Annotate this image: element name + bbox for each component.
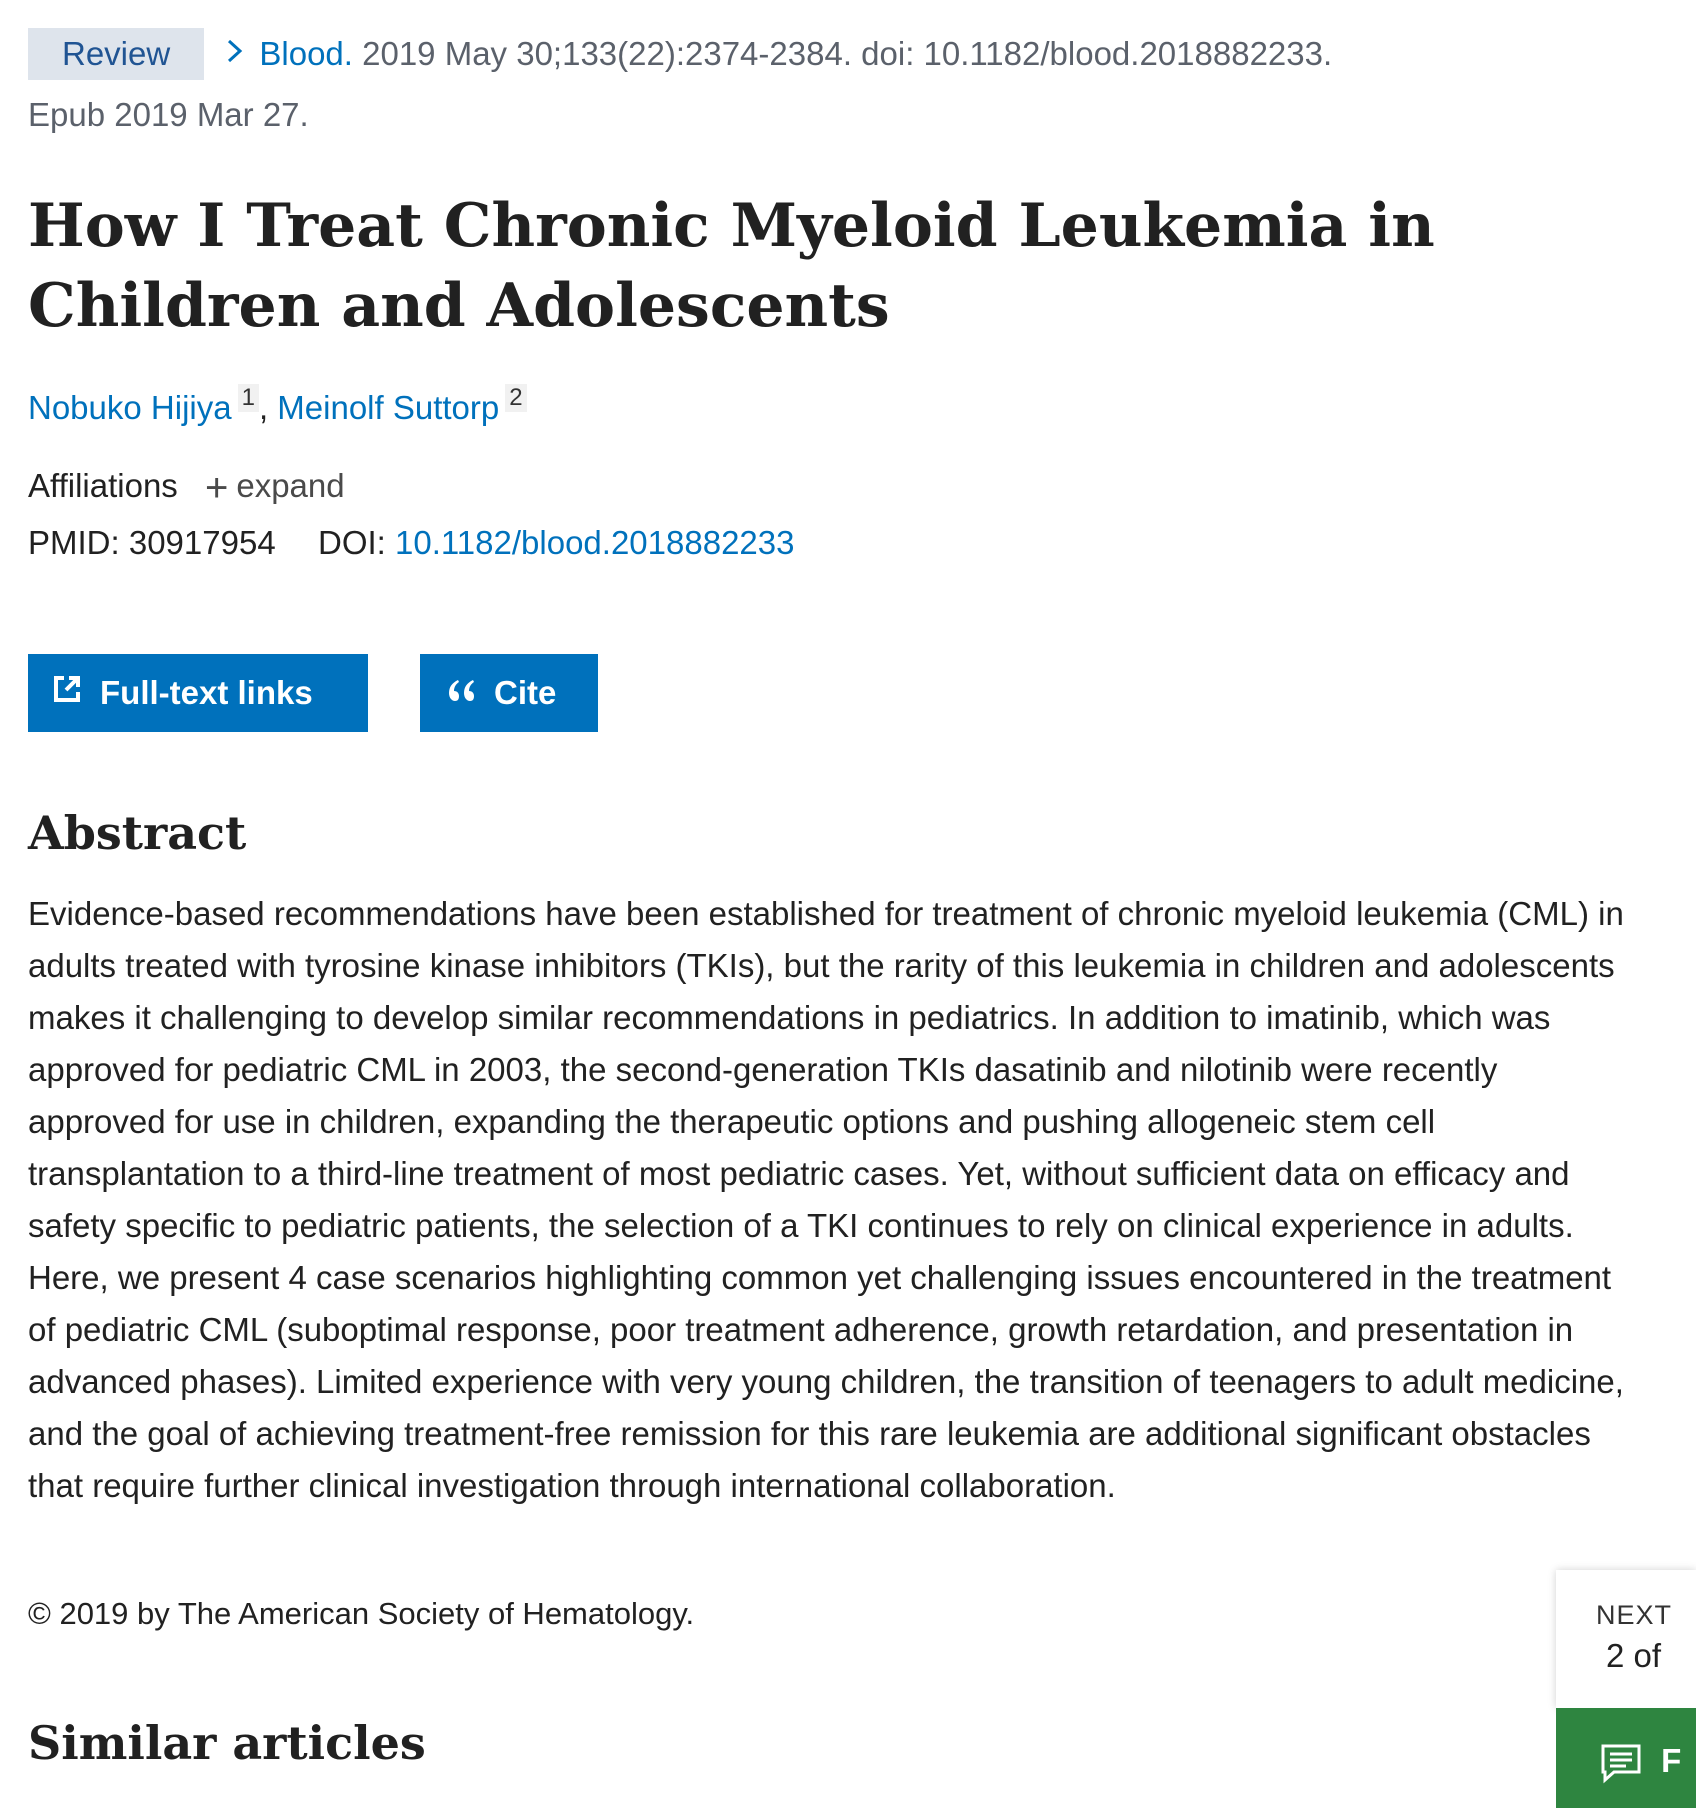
cite-label: Cite [494,674,557,711]
author-link[interactable]: Nobuko Hijiya [28,389,232,426]
feedback-button[interactable] [1556,1708,1696,1808]
affiliations-expand-toggle[interactable] [204,466,345,510]
affiliations-row [28,466,345,511]
journal-link[interactable]: Blood. [259,35,353,72]
quote-icon [446,674,494,712]
doi-label: DOI: [318,524,386,561]
pmid-value: 30917954 [128,524,276,561]
article-title: How I Treat Chronic Myeloid Leukemia in Children and Adolescents [28,191,1435,341]
next-result-panel[interactable] [1556,1570,1696,1708]
full-text-links-label: Full-text links [100,674,313,711]
external-link-icon [52,674,100,712]
comment-icon [1600,1742,1661,1779]
citation-details: 2019 May 30;133(22):2374-2384. doi: 10.1182/blood.2018882233. [362,35,1333,72]
epub-date: Epub 2019 Mar 27. [28,96,309,133]
abstract-heading: Abstract [28,806,247,860]
full-text-links-button[interactable] [28,654,368,732]
result-count: 2 of [1606,1637,1662,1674]
affiliations-label: Affiliations [28,467,178,504]
plus-icon: + [204,466,229,510]
article-type-badge: Review [28,28,204,80]
identifiers-row [28,524,794,562]
cite-button[interactable] [420,654,598,732]
next-label: NEXT [1596,1600,1673,1630]
author-separator: , [258,389,269,426]
doi-link[interactable]: 10.1182/blood.2018882233 [395,524,795,561]
affiliation-ref[interactable]: 2 [505,384,526,412]
affiliation-ref[interactable]: 1 [238,384,259,412]
pmid-label: PMID: [28,524,120,561]
abstract-text: Evidence-based recommendations have been established for treatment of chronic myeloid leukemia (CML) in adults treated with tyrosine kinase inhibitors (TKIs), but the rarity of this leukemia in children and adolescents makes it challenging to develop similar recommendations in pediatrics. In addition to imatinib, which was approved for pediatric CML in 2003, the second-generation TKIs dasatinib and nilotinib were recently approved for use in children, expanding the therapeutic options and pushing allogeneic stem cell transplantation to a third-line treatment of most pediatric cases. Yet, without sufficient data on efficacy and safety specific to pediatric patients, the selection of a TKI continues to rely on clinical experience in adults. Here, we present 4 case scenarios highlighting common yet challenging issues encountered in the treatment of pediatric CML (suboptimal response, poor treatment adherence, growth retardation, and presentation in advanced phases). Limited experience with very young children, the transition of teenagers to adult medicine, and the goal of achieving treatment-free remission for this rare leukemia are additional significant obstacles that require further clinical investigation through international collaboration. [28,895,1624,1504]
citation-line [28,30,1332,80]
authors-list [28,384,527,427]
copyright-notice: © 2019 by The American Society of Hematology. [28,1596,695,1631]
similar-articles-heading: Similar articles [28,1716,426,1770]
author-link[interactable]: Meinolf Suttorp [277,389,500,426]
expand-label: expand [236,467,345,504]
feedback-label: F [1661,1742,1682,1779]
chevron-right-icon [226,29,244,77]
